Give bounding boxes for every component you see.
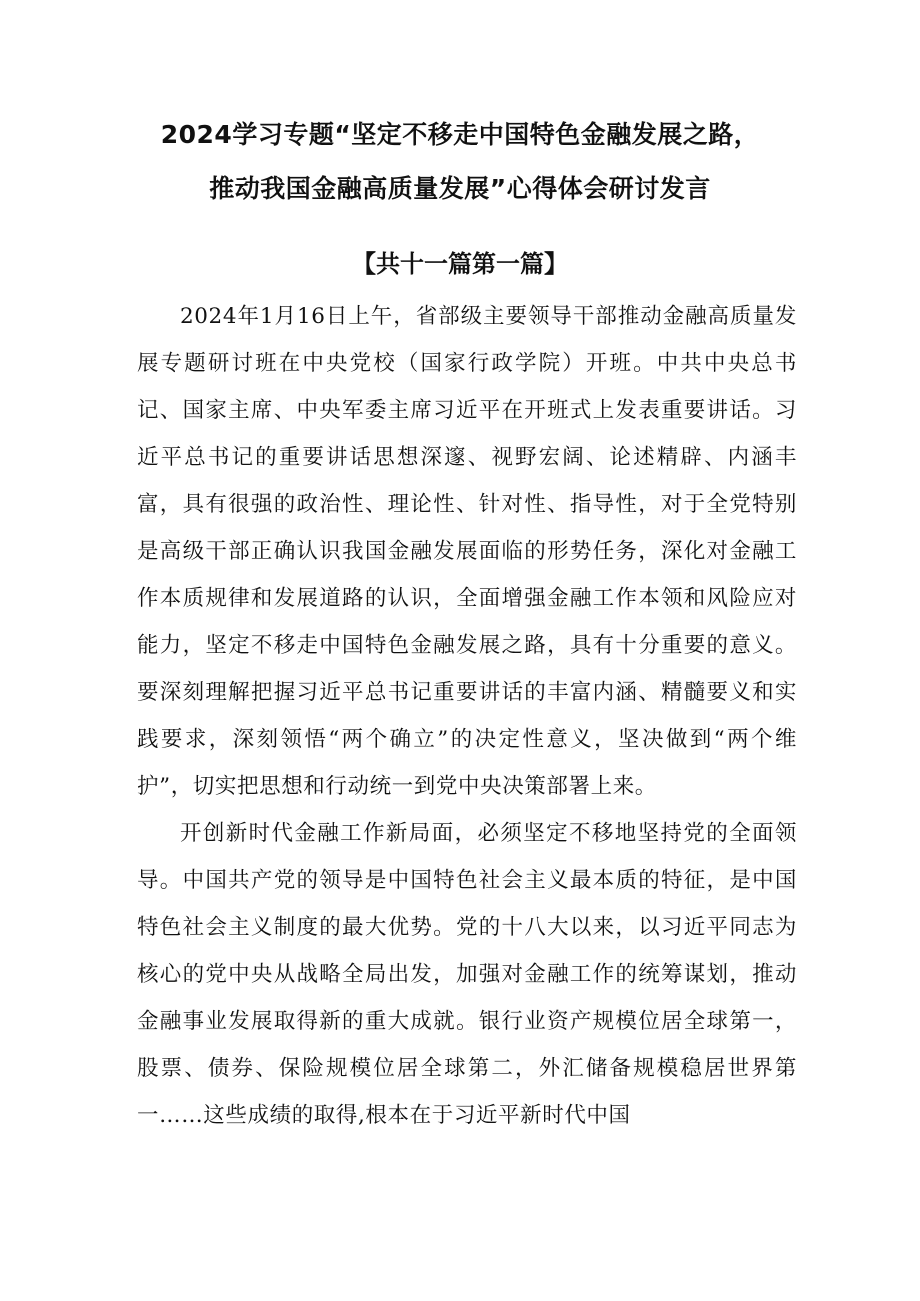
paragraph-2: 开创新时代金融工作新局面，必须坚定不移地坚持党的全面领导。中国共产党的领导是中国特色社会主义最本质的特征，是中国特色社会主义制度的最大优势。党的十八大以来，以习近平同志为核心的党中央从战略全局出发，加强对金融工作的统筹谋划，推动金融事业发展取得新的重大成就。银行业资产规模位居全球第一，股票、债券、保险规模位居全球第二，外汇储备规模稳居世界第一……这些成绩的取得,根本在于习近平新时代中国 bbox=[137, 821, 797, 1128]
paragraph-1: 2024年1月16日上午，省部级主要领导干部推动金融高质量发展专题研讨班在中央党校（国家行政学院）开班。中共中央总书记、国家主席、中央军委主席习近平在开班式上发表重要讲话。习近平总书记的重要讲话思想深邃、视野宏阔、论述精辟、内涵丰富，具有很强的政治性、理论性、针对性、指导性，对于全党特别是高级干部正确认识我国金融发展面临的形势任务，深化对金融工作本质规律和发展道路的认识，全面增强金融工作本领和风险应对能力，坚定不移走中国特色金融发展之路，具有十分重要的意义。要深刻理解把握习近平总书记重要讲话的丰富内涵、精髓要义和实践要求，深刻领悟“两个确立”的决定性意义，坚决做到“两个维护”，切实把思想和行动统一到党中央决策部署上来。 bbox=[137, 304, 797, 799]
title-line-1: 2024学习专题“坚定不移走中国特色金融发展之路， bbox=[160, 120, 760, 149]
document-title bbox=[100, 108, 820, 216]
title-line-2: 推动我国金融高质量发展”心得体会研讨发言 bbox=[209, 174, 711, 203]
document-body bbox=[137, 293, 797, 1139]
document-subtitle: 【共十一篇第一篇】 bbox=[352, 250, 568, 278]
